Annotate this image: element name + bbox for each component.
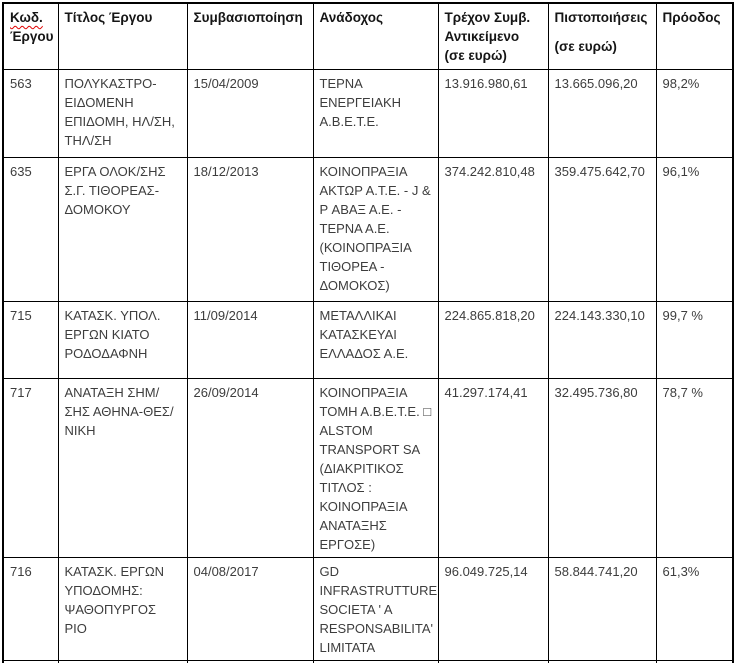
certifications-header-unit: (σε ευρώ) [554,39,617,54]
cell-contractor: GD INFRASTRUTTURE SOCIETA ' A RESPONSABILITA' LIMITATA [313,557,438,660]
cell-certifications: 359.475.642,70 [548,157,656,301]
cell-project-code: 563 [3,69,58,157]
table-row [3,301,733,378]
cell-contractor: ΚΟΙΝΟΠΡΑΞΙΑ ΑΚΤΩΡ Α.Τ.Ε. - J & P ΑΒΑΞ Α.Ε. - ΤΕΡΝΑ Α.Ε. (ΚΟΙΝΟΠΡΑΞΙΑ ΤΙΘΟΡΕΑ - ΔΟΜΟΚΟΣ) [313,157,438,301]
col-header-certifications [548,3,656,69]
cell-project-title: ΠΟΛΥΚΑΣΤΡΟ-ΕΙΔΟΜΕΝΗ ΕΠΙΔΟΜΗ, ΗΛ/ΣΗ, ΤΗΛ/ΣΗ [58,69,187,157]
table-header-row [3,3,733,69]
cell-contractor: ΚΟΙΝΟΠΡΑΞΙΑ ΤΟΜΗ Α.Β.Ε.Τ.Ε. □ ALSTOM TRANSPORT SA (ΔΙΑΚΡΙΤΙΚΟΣ ΤΙΤΛΟΣ : ΚΟΙΝΟΠΡΑΞΙΑ ΑΝΑΤΑΞΗΣ ΕΡΓΟΣΕ) [313,378,438,557]
col-header-contracting: Συμβασιοποίηση [187,3,313,69]
cell-contracting-date: 26/09/2014 [187,378,313,557]
cell-project-title: ΑΝΑΤΑΞΗ ΣΗΜ/ΣΗΣ ΑΘΗΝΑ-ΘΕΣ/ΝΙΚΗ [58,378,187,557]
cell-progress: 99,7 % [656,301,733,378]
cell-current-contract: 96.049.725,14 [438,557,548,660]
cell-project-code: 717 [3,378,58,557]
certifications-header-label: Πιστοποιήσεις [554,10,648,25]
projects-table [2,2,734,663]
cell-certifications: 58.844.741,20 [548,557,656,660]
table-row [3,557,733,660]
col-header-current-contract: Τρέχον Συμβ. Αντικείμενο (σε ευρώ) [438,3,548,69]
col-header-contractor: Ανάδοχος [313,3,438,69]
col-header-project-title: Τίτλος Έργου [58,3,187,69]
cell-certifications: 32.495.736,80 [548,378,656,557]
col-header-progress: Πρόοδος [656,3,733,69]
table-row [3,378,733,557]
cell-contractor: ΤΕΡΝΑ ΕΝΕΡΓΕΙΑΚΗ Α.Β.Ε.Τ.Ε. [313,69,438,157]
cell-contracting-date: 11/09/2014 [187,301,313,378]
cell-current-contract: 13.916.980,61 [438,69,548,157]
table-row [3,69,733,157]
cell-progress: 78,7 % [656,378,733,557]
project-code-header-word: Κωδ. [10,10,43,25]
cell-progress: 96,1% [656,157,733,301]
cell-contracting-date: 04/08/2017 [187,557,313,660]
cell-project-code: 716 [3,557,58,660]
cell-project-code: 635 [3,157,58,301]
cell-contracting-date: 15/04/2009 [187,69,313,157]
cell-contracting-date: 18/12/2013 [187,157,313,301]
cell-certifications: 224.143.330,10 [548,301,656,378]
project-code-header-word2: Έργου [10,29,54,44]
col-header-project-code [3,3,58,69]
cell-current-contract: 224.865.818,20 [438,301,548,378]
cell-certifications: 13.665.096,20 [548,69,656,157]
cell-current-contract: 41.297.174,41 [438,378,548,557]
cell-project-title: ΚΑΤΑΣΚ. ΥΠΟΛ. ΕΡΓΩΝ ΚΙΑΤΟ ΡΟΔΟΔΑΦΝΗ [58,301,187,378]
cell-project-title: ΚΑΤΑΣΚ. ΕΡΓΩΝ ΥΠΟΔΟΜΗΣ: ΨΑΘΟΠΥΡΓΟΣ ΡΙΟ [58,557,187,660]
cell-project-title: ΕΡΓΑ ΟΛΟΚ/ΣΗΣ Σ.Γ. ΤΙΘΟΡΕΑΣ-ΔΟΜΟΚΟΥ [58,157,187,301]
table-row [3,157,733,301]
cell-progress: 98,2% [656,69,733,157]
cell-progress: 61,3% [656,557,733,660]
cell-contractor: ΜΕΤΑΛΛΙΚΑΙ ΚΑΤΑΣΚΕΥΑΙ ΕΛΛΑΔΟΣ Α.Ε. [313,301,438,378]
cell-project-code: 715 [3,301,58,378]
cell-current-contract: 374.242.810,48 [438,157,548,301]
